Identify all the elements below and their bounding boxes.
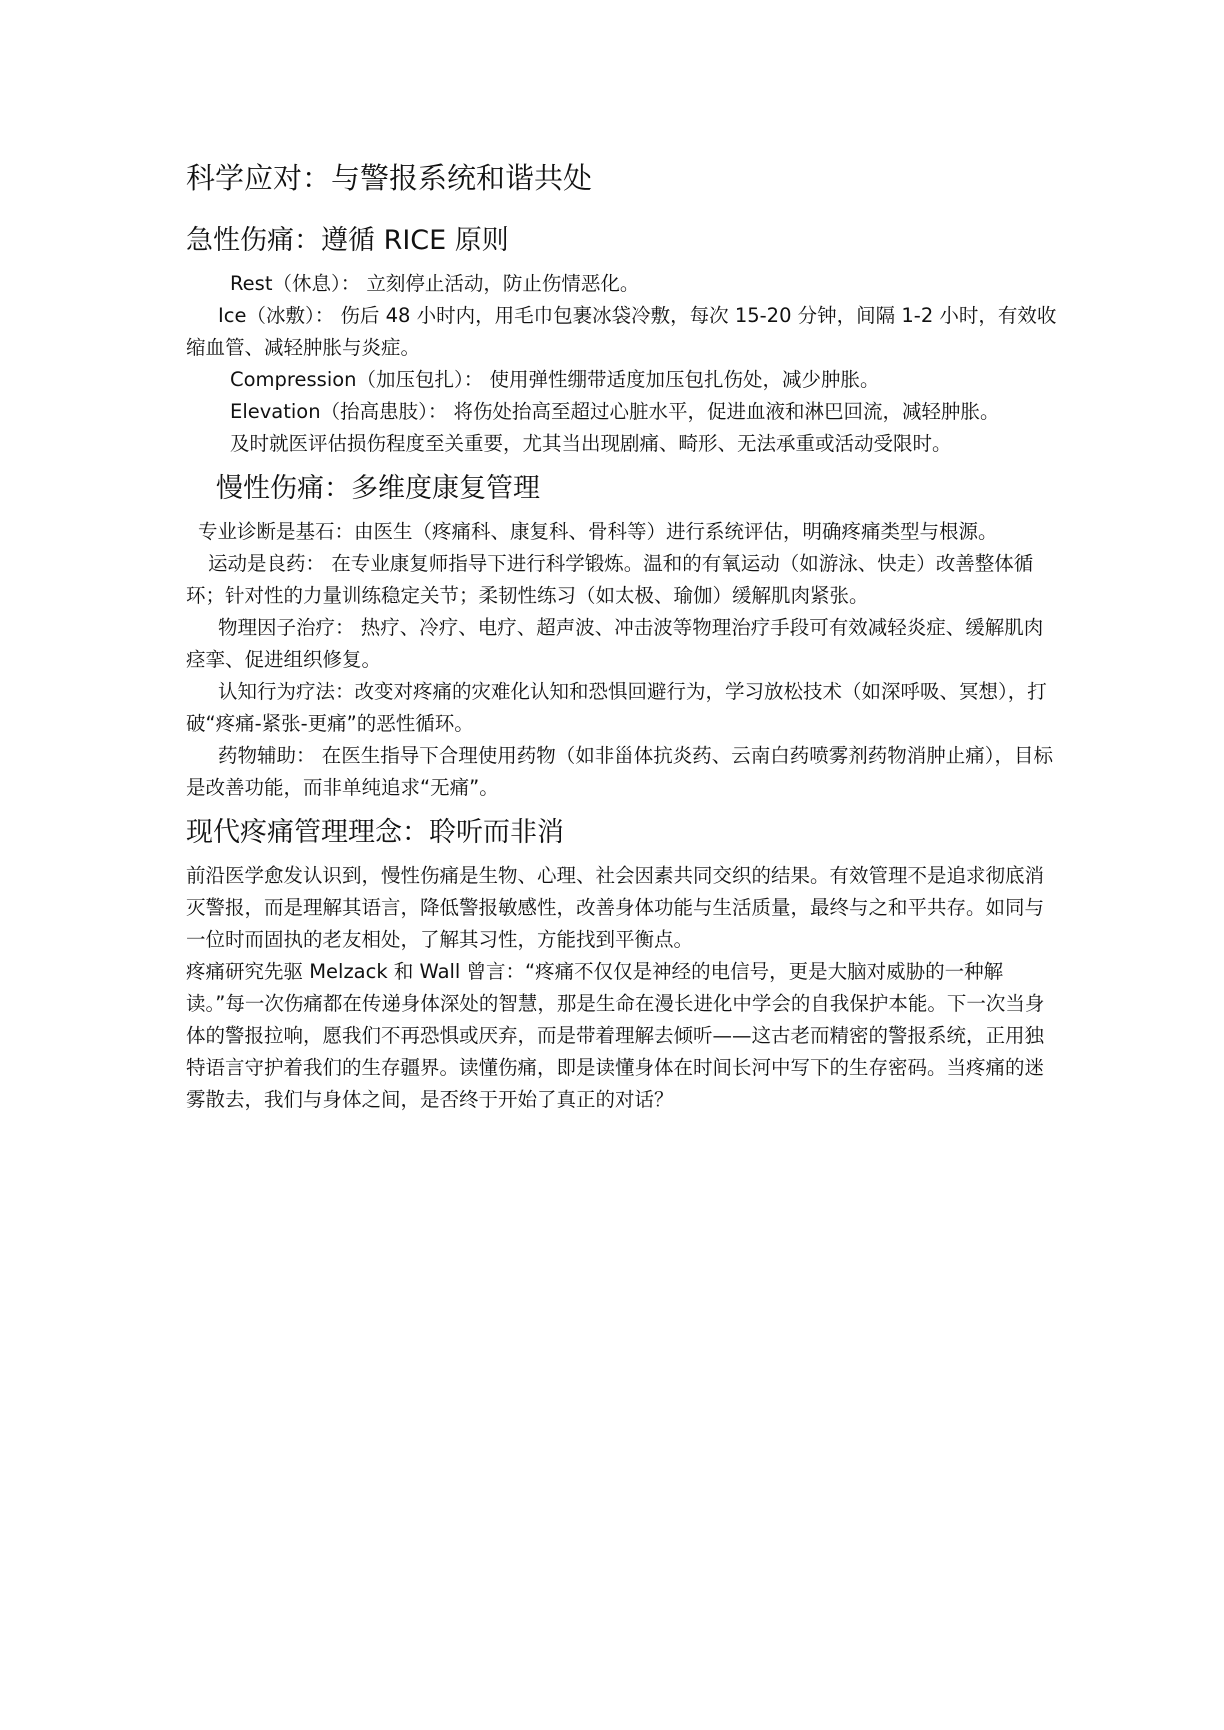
rice-elevation-line: Elevation（抬高患肢）： 将伤处抬高至超过心脏水平，促进血液和淋巴回流，减轻肿胀。 <box>230 400 1000 423</box>
medication-paragraph: 药物辅助： 在医生指导下合理使用药物（如非甾体抗炎药、云南白药喷雾剂药物消肿止痛），目标是改善功能，而非单纯追求“无痛”。 <box>186 744 1053 799</box>
chronic-section <box>186 470 1058 804</box>
modern-paragraph-1: 前沿医学愈发认识到，慢性伤痛是生物、心理、社会因素共同交织的结果。有效管理不是追求彻底消灭警报，而是理解其语言，降低警报敏感性，改善身体功能与生活质量，最终与之和平共存。如同与一位时而固执的老友相处，了解其习性，方能找到平衡点。 <box>186 864 1045 951</box>
modern-paragraph-2: 疼痛研究先驱 Melzack 和 Wall 曾言：“疼痛不仅仅是神经的电信号，更是大脑对威胁的一种解读。”每一次伤痛都在传递身体深处的智慧，那是生命在漫长进化中学会的自我保护本能。下一次当身体的警报拉响，愿我们不再恐惧或厌弃，而是带着理解去倾听——这古老而精密的警报系统，正用独特语言守护着我们的生存疆界。读懂伤痛，即是读懂身体在时间长河中写下的生存密码。当疼痛的迷雾散去，我们与身体之间，是否终于开始了真正的对话？ <box>186 960 1045 1111</box>
document-title: 科学应对：与警报系统和谐共处 <box>186 161 593 195</box>
physiotherapy-paragraph: 物理因子治疗： 热疗、冷疗、电疗、超声波、冲击波等物理治疗手段可有效减轻炎症、缓解肌肉痉挛、促进组织修复。 <box>186 616 1044 671</box>
seek-medical-line: 及时就医评估损伤程度至关重要，尤其当出现剧痛、畸形、无法承重或活动受限时。 <box>230 432 952 455</box>
modern-section <box>186 814 1058 1116</box>
acute-heading: 急性伤痛：遵循 RICE 原则 <box>186 225 509 256</box>
chronic-heading: 慢性伤痛：多维度康复管理 <box>216 473 540 504</box>
diagnosis-paragraph: 专业诊断是基石：由医生（疼痛科、康复科、骨科等）进行系统评估，明确疼痛类型与根源。 <box>198 520 998 543</box>
rice-ice-line: Ice（冰敷）： 伤后 48 小时内，用毛巾包裹冰袋冷敷，每次 15-20 分钟，间隔 1-2 小时，有效收缩血管、减轻肿胀与炎症。 <box>186 304 1057 359</box>
document-page <box>186 158 1058 1116</box>
modern-body <box>186 860 1058 1116</box>
acute-section <box>186 222 1058 460</box>
exercise-paragraph: 运动是良药： 在专业康复师指导下进行科学锻炼。温和的有氧运动（如游泳、快走）改善整体循环；针对性的力量训练稳定关节；柔韧性练习（如太极、瑜伽）缓解肌肉紧张。 <box>186 552 1034 607</box>
rice-rest-line: Rest（休息）： 立刻停止活动，防止伤情恶化。 <box>230 272 640 295</box>
cbt-paragraph: 认知行为疗法：改变对疼痛的灾难化认知和恐惧回避行为，学习放松技术（如深呼吸、冥想），打破“疼痛-紧张-更痛”的恶性循环。 <box>186 680 1047 735</box>
modern-heading: 现代疼痛管理理念：聆听而非消 <box>186 817 564 848</box>
rice-compression-line: Compression（加压包扎）： 使用弹性绷带适度加压包扎伤处，减少肿胀。 <box>230 368 880 391</box>
